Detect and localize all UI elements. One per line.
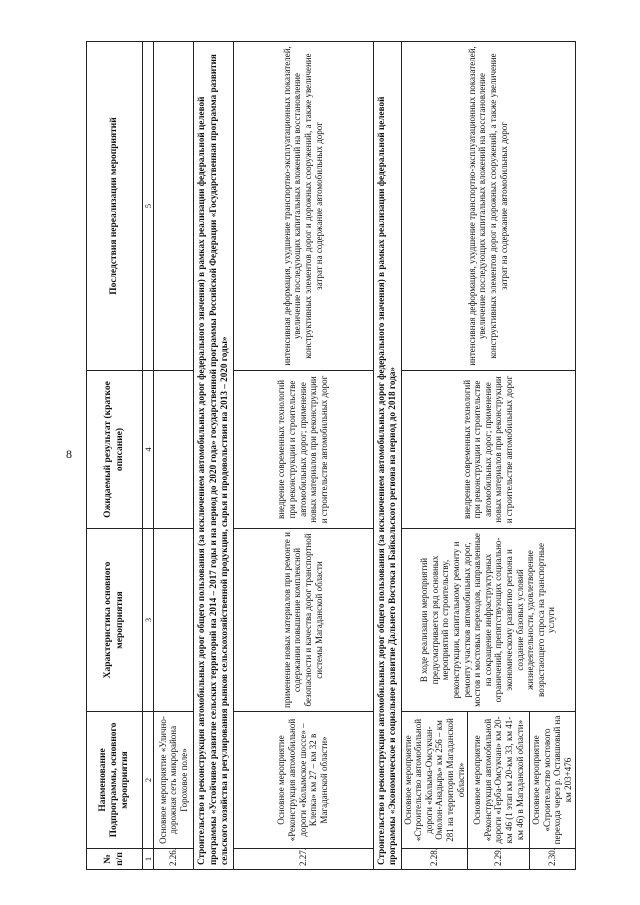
header-name: Наименование Подпрограммы, основного мероприятия — [87, 712, 143, 849]
rotated-table-page — [86, 42, 573, 870]
section-heading: Строительство и реконструкция автомобильных дорог общего пользования (за исключением автомобильных дорог федерального значения) в рамках реализации федеральной целевой программы «Экономическое и социальное развитие Дальнего Востока и Байкальского региона на период до 2018 года» — [373, 42, 401, 870]
measure-characteristic: применение новых материалов при ремонте и содержании повышение комплексной безопасности и качества дорог транспортной системы Магаданской области — [233, 529, 373, 712]
page-number: 8 — [66, 447, 72, 461]
measure-consequence: интенсивная деформация, ухудшение транспортно-эксплуатационных показателей, увеличение последующих капитальных вложений на восстановление конструктивных элементов дорог и дорожных сооружений, а также увеличение затрат на содержание автомобильных дорог — [233, 42, 373, 371]
measure-name: Основное мероприятие «Реконструкция автомобильной дороги «Герба-Омсукчан» км 20-км 46 (1 этап км 20-км 33, км 41-км 46) в Магаданской области» — [468, 712, 530, 849]
table-row — [233, 42, 373, 870]
header-number: № п/п — [87, 849, 143, 870]
measure-name: Основное мероприятие «Реконструкция автомобильной дороги «Колымское шоссе» – Клепка» км 27 – км 32 в Магаданской области» — [233, 712, 373, 849]
col-number: 1 — [143, 849, 154, 870]
measure-characteristic: В ходе реализации мероприятий предусматривается ряд основных мероприятий по строительству, реконструкции, капитальному ремонту и ремонту участков автомобильных дорог, мостов и мостовых переходов, направленные на сокращение инфраструктурных ограничений, препятствующих социально-экономическому развитию региона и создание базовых условий жизнедеятельности, удовлетворение возрастающего спроса на транспортные услуги — [401, 529, 575, 712]
table-row — [401, 42, 468, 870]
column-number-row — [143, 42, 154, 870]
table-row — [154, 42, 194, 870]
measure-characteristic — [154, 529, 194, 712]
col-number: 5 — [143, 42, 154, 371]
row-number: 2.30. — [530, 849, 575, 870]
section-heading-row — [373, 42, 401, 870]
measure-name: Основное мероприятие «Строительство автомобильной дороги «Колыма-Омсукчан-Омолон-Анадырь» км 256 – км 281 на территории Магаданской области» — [401, 712, 468, 849]
measure-name: Основное мероприятие «Улично-дорожная сеть микрорайона Гороховое поле» — [154, 712, 194, 849]
row-number: 2.26. — [154, 849, 194, 870]
measures-table — [86, 41, 576, 870]
row-number: 2.29. — [468, 849, 530, 870]
measure-name: Основное мероприятие «Строительство мостового перехода через р. Оставшовый на км 203+476 — [530, 712, 575, 849]
col-number: 4 — [143, 371, 154, 529]
measure-consequence — [154, 42, 194, 371]
measure-result: внедрение современных технологий при реконструкции и строительстве автомобильных дорог; применение новых материалов при реконструкции и строительстве автомобильных дорог — [401, 371, 575, 529]
header-result: Ожидаемый результат (краткое описание) — [87, 371, 143, 529]
col-number: 3 — [143, 529, 154, 712]
row-number: 2.28. — [401, 849, 468, 870]
measure-result: внедрение современных технологий при реконструкции и строительстве автомобильных дорог; применение новых материалов при реконструкции и строительстве автомобильных дорог — [233, 371, 373, 529]
row-number: 2.27. — [233, 849, 373, 870]
col-number: 2 — [143, 712, 154, 849]
section-heading-row — [194, 42, 234, 870]
measure-result — [154, 371, 194, 529]
header-consequence: Последствия нереализации мероприятий — [87, 42, 143, 371]
table-header-row — [87, 42, 143, 870]
header-characteristic: Характеристика основного мероприятия — [87, 529, 143, 712]
measure-consequence: интенсивная деформация, ухудшение транспортно-эксплуатационных показателей, увеличение последующих капитальных вложений на восстановление конструктивных элементов дорог и дорожных сооружений, а также увеличение затрат на содержание автомобильных дорог — [401, 42, 575, 371]
section-heading: Строительство и реконструкция автомобильных дорог общего пользования (за исключением автомобильных дорог федерального значения) в рамках реализации федеральной целевой программы «Устойчивое развитие сельских территорий на 2014 – 2017 годы и на период до 2020 года» государственной программы Российской Федерации «Государственная программа развития сельского хозяйства и регулирования рынков сельскохозяйственной продукции, сырья и продовольствия на 2013 – 2020 годы» — [194, 42, 234, 870]
